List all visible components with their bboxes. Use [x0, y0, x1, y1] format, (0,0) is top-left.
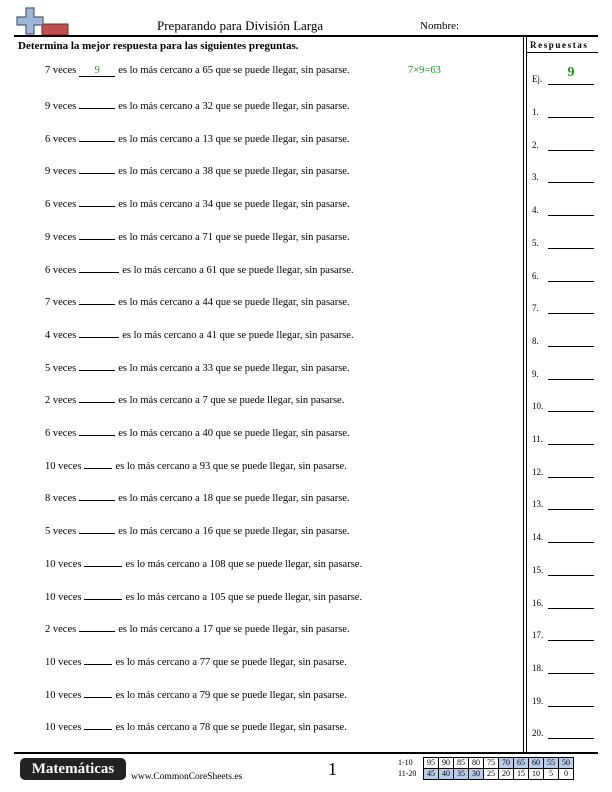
answer-blank[interactable]: [79, 489, 115, 501]
question-row: [0, 653, 520, 667]
answer-label: 17.: [532, 630, 544, 640]
question-text: [45, 261, 354, 276]
question-pre: 4 veces: [45, 330, 77, 341]
question-post: es lo más cercano a 44 que se puede llegar, sin pasarse.: [118, 297, 350, 308]
column-divider: [523, 36, 524, 752]
question-pre: 10 veces: [45, 690, 82, 701]
answer-blank[interactable]: [79, 97, 115, 109]
answer-line[interactable]: [548, 150, 594, 151]
score-cell: 15: [514, 769, 529, 780]
question-text: [45, 489, 350, 504]
question-row: [0, 620, 520, 634]
question-text: [45, 718, 347, 733]
question-post: es lo más cercano a 18 que se puede llegar, sin pasarse.: [118, 493, 350, 504]
score-cell: 35: [454, 769, 469, 780]
question-post: es lo más cercano a 78 que se puede llegar, sin pasarse.: [115, 722, 347, 733]
answer-line[interactable]: [548, 411, 594, 412]
answers-header-rule: [526, 52, 598, 53]
question-row: [0, 718, 520, 732]
question-text: [45, 522, 350, 537]
question-pre: 9 veces: [45, 166, 77, 177]
example-hint: 7×9=63: [408, 65, 441, 76]
score-cell: 70: [499, 758, 514, 769]
answer-line[interactable]: [548, 215, 594, 216]
question-post: es lo más cercano a 79 que se puede llegar, sin pasarse.: [115, 690, 347, 701]
question-row: [0, 522, 520, 536]
column-divider-inner: [526, 36, 527, 752]
score-cell: 40: [439, 769, 454, 780]
question-post: es lo más cercano a 105 que se puede llegar, sin pasarse.: [125, 592, 363, 603]
question-text: [45, 391, 344, 406]
question-text: [45, 588, 362, 603]
answer-blank[interactable]: [79, 261, 119, 273]
score-cell: 10: [529, 769, 544, 780]
question-row: [0, 195, 520, 209]
page-number: 1: [328, 759, 337, 779]
instructions: Determina la mejor respuesta para las siguientes preguntas.: [18, 40, 299, 52]
question-row: [0, 489, 520, 503]
question-pre: 9 veces: [45, 101, 77, 112]
score-cell: 80: [469, 758, 484, 769]
example-answer-value: 9: [567, 65, 575, 80]
question-pre: 2 veces: [45, 624, 77, 635]
question-pre: 10 veces: [45, 657, 82, 668]
score-table: [398, 757, 574, 780]
question-post: es lo más cercano a 7 que se puede llegar, sin pasarse.: [118, 395, 345, 406]
question-pre: 10 veces: [45, 559, 82, 570]
answer-label: 14.: [532, 532, 544, 542]
question-post: es lo más cercano a 13 que se puede llegar, sin pasarse.: [118, 134, 350, 145]
question-pre: 5 veces: [45, 363, 77, 374]
question-pre: 10 veces: [45, 461, 82, 472]
question-pre: 10 veces: [45, 592, 82, 603]
question-text: [45, 620, 350, 635]
question-text: [45, 686, 347, 701]
score-cell: 25: [484, 769, 499, 780]
answer-line[interactable]: [548, 477, 594, 478]
answer-line[interactable]: [548, 542, 594, 543]
answer-label: 3.: [532, 172, 539, 182]
answer-line[interactable]: [548, 346, 594, 347]
example-text: [45, 65, 350, 77]
answer-line[interactable]: [548, 575, 594, 576]
answer-blank[interactable]: [79, 293, 115, 305]
question-row: [0, 424, 520, 438]
answer-label: 5.: [532, 238, 539, 248]
answer-label: 1.: [532, 107, 539, 117]
question-row: [0, 162, 520, 176]
answer-blank[interactable]: [79, 620, 115, 632]
answer-line[interactable]: [548, 608, 594, 609]
question-post: es lo más cercano a 17 que se puede llegar, sin pasarse.: [118, 624, 350, 635]
answer-label-example: Ej.: [532, 74, 543, 84]
answer-label: 9.: [532, 369, 539, 379]
answer-line[interactable]: [548, 509, 594, 510]
question-pre: 6 veces: [45, 265, 77, 276]
answer-blank[interactable]: [84, 653, 112, 665]
question-post: es lo más cercano a 41 que se puede llegar, sin pasarse.: [122, 330, 354, 341]
question-text: [45, 326, 354, 341]
answer-blank[interactable]: [79, 130, 115, 142]
score-cell: 20: [499, 769, 514, 780]
answer-label: 7.: [532, 303, 539, 313]
answer-line[interactable]: [548, 281, 594, 282]
question-post: es lo más cercano a 33 que se puede llegar, sin pasarse.: [118, 363, 350, 374]
answer-line[interactable]: [548, 706, 594, 707]
answer-blank[interactable]: [79, 228, 115, 240]
answer-blank[interactable]: [84, 588, 122, 600]
score-row: [398, 769, 574, 780]
answer-line[interactable]: [548, 444, 594, 445]
question-row: [0, 391, 520, 405]
answer-line[interactable]: [548, 117, 594, 118]
answer-line[interactable]: [548, 248, 594, 249]
question-post: es lo más cercano a 71 que se puede llegar, sin pasarse.: [118, 232, 350, 243]
site-url: www.CommonCoreSheets.es: [131, 772, 243, 782]
question-post: es lo más cercano a 32 que se puede llegar, sin pasarse.: [118, 101, 350, 112]
answer-label: 4.: [532, 205, 539, 215]
example-post: es lo más cercano a 65 que se puede llegar, sin pasarse.: [118, 65, 350, 76]
answer-blank[interactable]: [84, 686, 112, 698]
answer-label: 19.: [532, 696, 544, 706]
question-post: es lo más cercano a 40 que se puede llegar, sin pasarse.: [118, 428, 350, 439]
question-post: es lo más cercano a 34 que se puede llegar, sin pasarse.: [118, 199, 350, 210]
question-row: [0, 457, 520, 471]
answer-blank[interactable]: [79, 195, 115, 207]
question-text: [45, 359, 350, 374]
score-cell: 50: [559, 758, 574, 769]
question-post: es lo más cercano a 38 que se puede llegar, sin pasarse.: [118, 166, 350, 177]
score-range-label: 11-20: [398, 769, 417, 778]
question-row: [0, 261, 520, 275]
answer-label: 11.: [532, 434, 543, 444]
question-pre: 10 veces: [45, 722, 82, 733]
question-text: [45, 195, 350, 210]
answer-line-example: [548, 84, 594, 85]
question-pre: 6 veces: [45, 428, 77, 439]
answer-label: 6.: [532, 271, 539, 281]
answer-blank[interactable]: [79, 391, 115, 403]
score-range-label: 1-10: [398, 758, 413, 767]
question-text: [45, 228, 350, 243]
answer-line[interactable]: [548, 640, 594, 641]
answer-label: 20.: [532, 728, 544, 738]
answer-label: 16.: [532, 598, 544, 608]
question-row: [0, 686, 520, 700]
score-cell: 65: [514, 758, 529, 769]
score-cell: 85: [454, 758, 469, 769]
brand-badge: Matemáticas: [20, 758, 126, 780]
question-post: es lo más cercano a 108 que se puede llegar, sin pasarse.: [125, 559, 363, 570]
score-cell: 95: [424, 758, 439, 769]
question-pre: 5 veces: [45, 526, 77, 537]
question-post: es lo más cercano a 77 que se puede llegar, sin pasarse.: [115, 657, 347, 668]
answer-blank[interactable]: [79, 522, 115, 534]
question-text: [45, 293, 350, 308]
question-text: [45, 97, 350, 112]
answer-label: 15.: [532, 565, 544, 575]
question-text: [45, 653, 347, 668]
question-pre: 2 veces: [45, 395, 77, 406]
answer-label: 13.: [532, 499, 544, 509]
answer-label: 12.: [532, 467, 544, 477]
answer-line[interactable]: [548, 673, 594, 674]
question-row: [0, 130, 520, 144]
answer-blank[interactable]: [84, 555, 122, 567]
score-cell: 90: [439, 758, 454, 769]
answer-line[interactable]: [548, 738, 594, 739]
score-cell: 55: [544, 758, 559, 769]
answer-label: 18.: [532, 663, 544, 673]
question-pre: 6 veces: [45, 134, 77, 145]
answer-blank[interactable]: [79, 424, 115, 436]
answer-label: 2.: [532, 140, 539, 150]
question-post: es lo más cercano a 93 que se puede llegar, sin pasarse.: [115, 461, 347, 472]
header-divider: [14, 35, 598, 37]
answers-header: Respuestas: [530, 40, 589, 50]
score-cell: 60: [529, 758, 544, 769]
answer-blank[interactable]: [79, 359, 115, 371]
answer-blank[interactable]: [79, 162, 115, 174]
question-row: [0, 555, 520, 569]
question-row: [0, 97, 520, 111]
question-text: [45, 424, 350, 439]
question-text: [45, 162, 350, 177]
question-text: [45, 457, 347, 472]
question-row: [0, 588, 520, 602]
question-text: [45, 555, 362, 570]
answer-blank[interactable]: [79, 326, 119, 338]
score-cell: 0: [559, 769, 574, 780]
question-row: [0, 326, 520, 340]
question-post: es lo más cercano a 16 que se puede llegar, sin pasarse.: [118, 526, 350, 537]
question-post: es lo más cercano a 61 que se puede llegar, sin pasarse.: [122, 265, 354, 276]
footer-divider: [14, 752, 598, 754]
example-blank: 9: [79, 65, 115, 77]
answer-blank[interactable]: [84, 718, 112, 730]
example-question: [0, 65, 520, 79]
score-cell: 45: [424, 769, 439, 780]
page-title: Preparando para División Larga: [157, 18, 324, 33]
score-cell: 75: [484, 758, 499, 769]
question-pre: 7 veces: [45, 297, 77, 308]
score-cell: 30: [469, 769, 484, 780]
question-row: [0, 359, 520, 373]
answer-blank[interactable]: [84, 457, 112, 469]
question-pre: 6 veces: [45, 199, 77, 210]
answer-line[interactable]: [548, 313, 594, 314]
question-pre: 9 veces: [45, 232, 77, 243]
plus-logo-icon: [16, 6, 70, 36]
question-pre: 8 veces: [45, 493, 77, 504]
example-pre: 7 veces: [45, 65, 77, 76]
score-cell: 5: [544, 769, 559, 780]
name-label: Nombre:: [420, 20, 460, 32]
answer-line[interactable]: [548, 182, 594, 183]
score-row: [398, 758, 574, 769]
question-row: [0, 228, 520, 242]
answer-line[interactable]: [548, 379, 594, 380]
question-text: [45, 130, 350, 145]
answer-label: 10.: [532, 401, 544, 411]
answer-label: 8.: [532, 336, 539, 346]
question-row: [0, 293, 520, 307]
